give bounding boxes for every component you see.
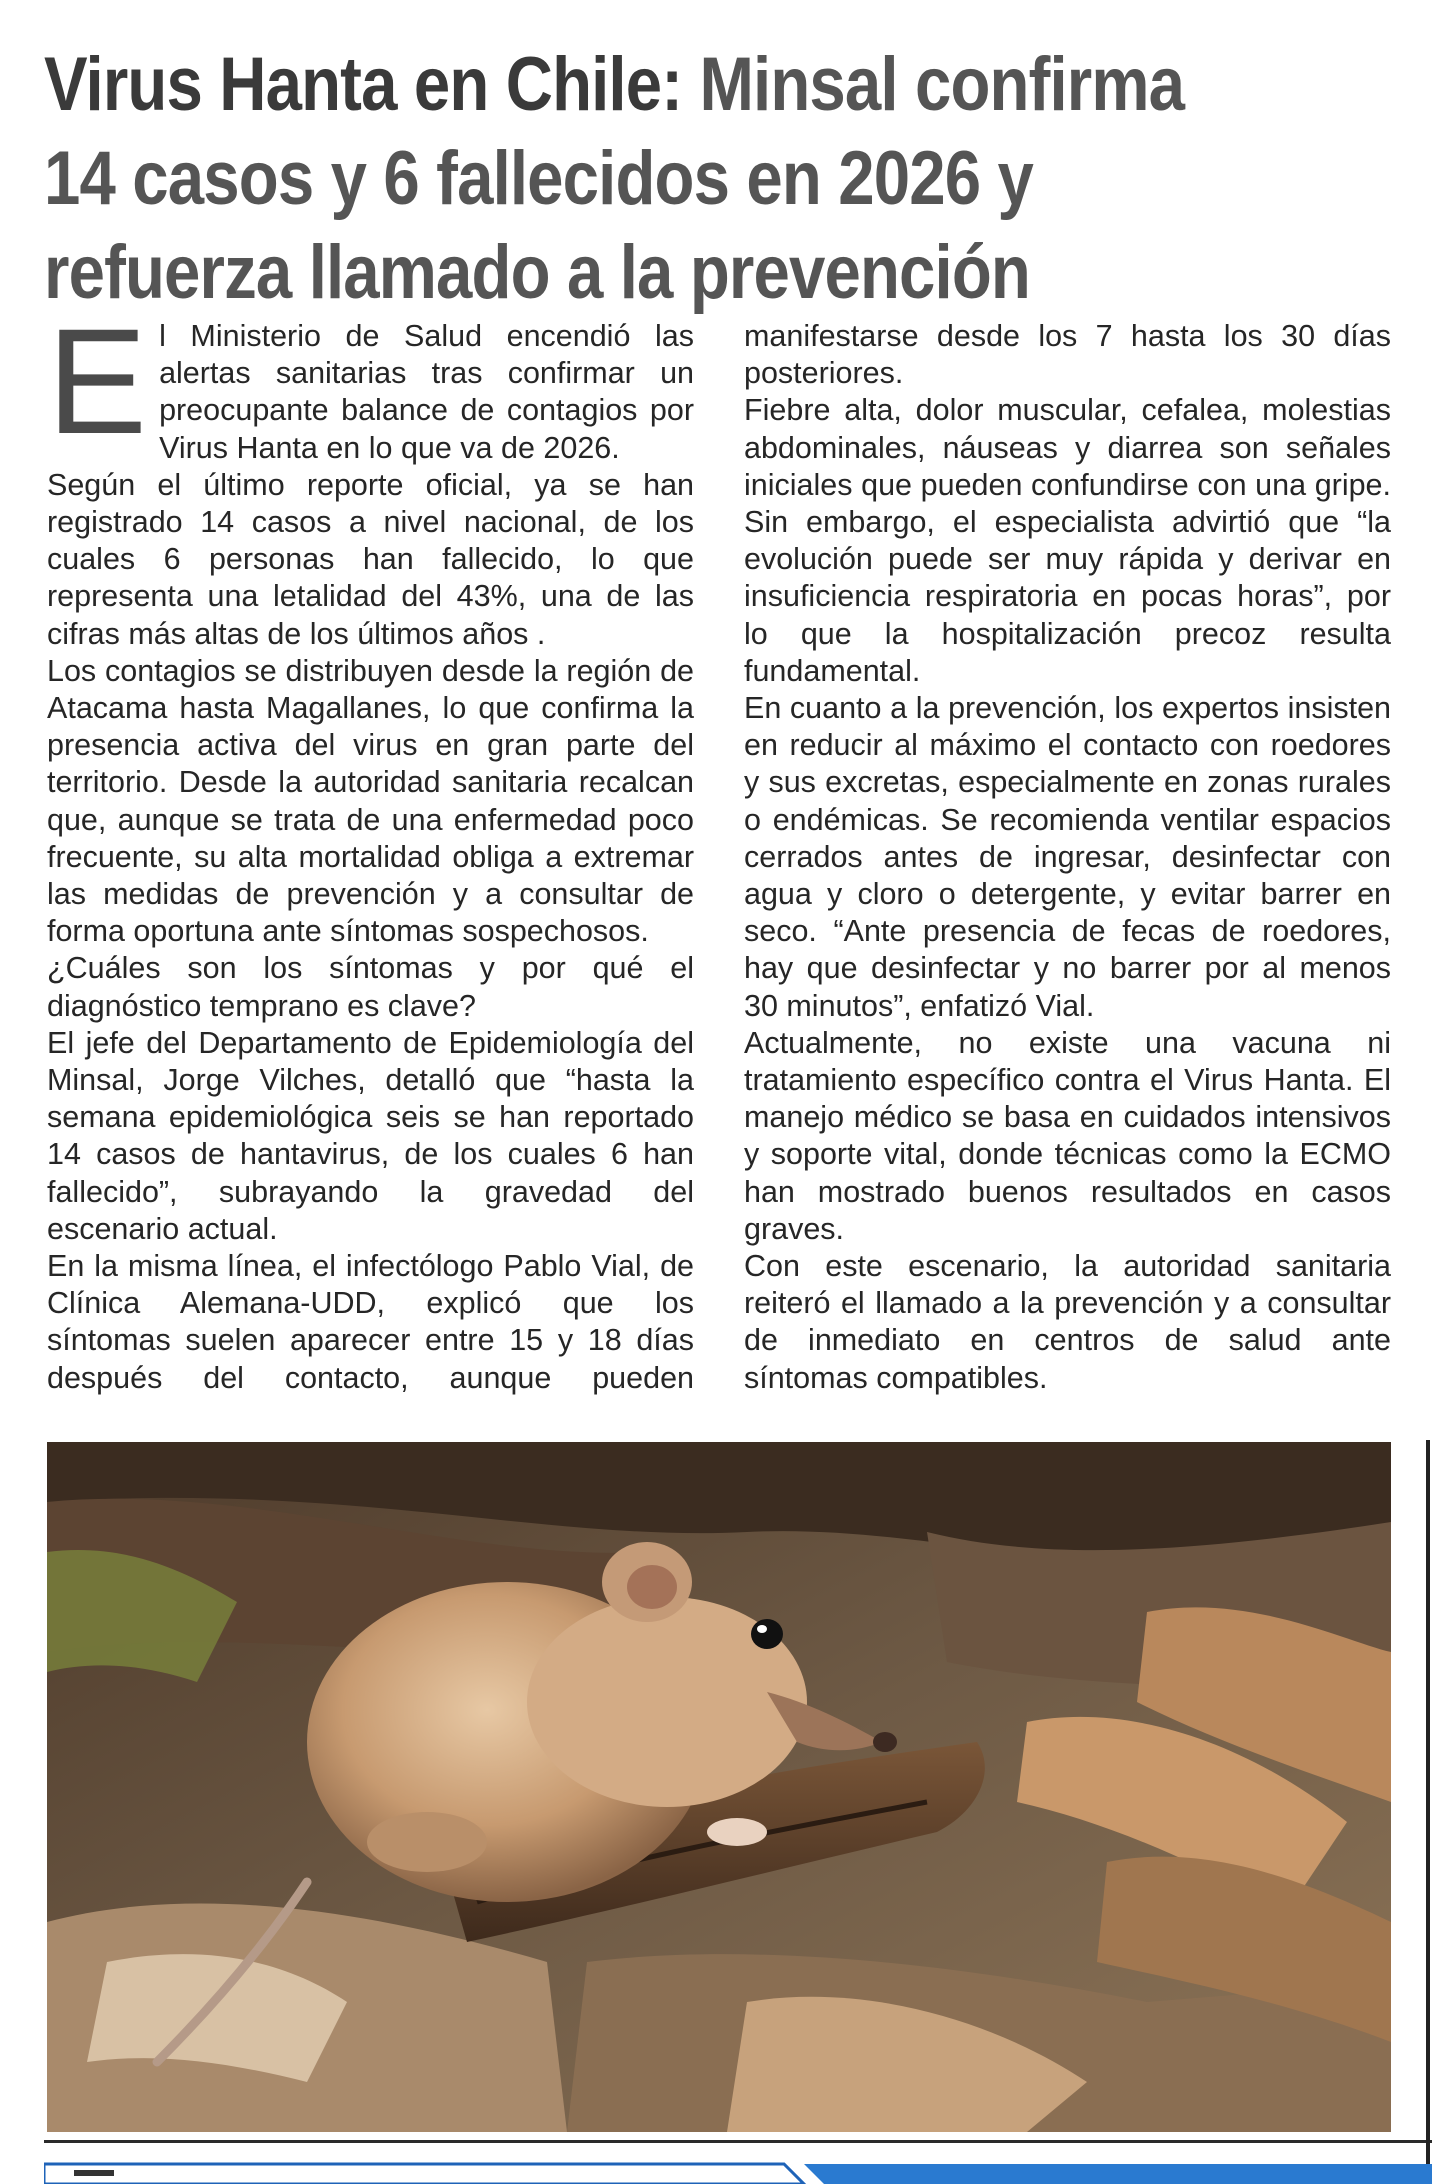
headline-lead: Virus Hanta en Chile: [44,42,683,127]
paragraph-prevention: En cuanto a la prevención, los expertos insisten en reducir al máximo el contacto con roedores y sus excretas, especialmente en zonas rurales o endémicas. Se recomienda ventilar espacios cerrados antes de ingresar, desinfectar con agua y cloro o detergente, y evitar barrer en seco. “Ante presencia de fecas de roedores, hay que desinfectar y no barrer por al menos 30 minutos”, enfatizó Vial. [744,691,1391,1023]
paragraph-vial: En la misma línea, el infectólogo Pablo Vial, de Clínica Alemana-UDD, explicó que los síntomas suelen aparecer entre 15 y 18 días después del contacto, aunque pueden manifestarse desde los 7 hasta los 30 días posteriores. [47,319,1391,1395]
paragraph-treatment: Actualmente, no existe una vacuna ni tratamiento específico contra el Virus Hanta. El manejo médico se basa en cuidados intensivos y soporte vital, donde técnicas como la ECMO han mostrado buenos resultados en casos graves. [744,1025,1391,1246]
drop-cap: E [47,297,148,465]
bottom-rule [44,2140,1432,2143]
article-body [47,297,1391,1426]
paragraph-intro-text: l Ministerio de Salud encendió las alertas sanitarias tras confirmar un preocupante balance de contagios por Virus Hanta en lo que va de 2026. [159,319,694,465]
paragraph-distribution: Los contagios se distribuyen desde la región de Atacama hasta Magallanes, lo que confirma la presencia activa del virus en gran parte del territorio. Desde la autoridad sanitaria recalcan que, aunque se trata de una enfermedad poco frecuente, su alta mortalidad obliga a extremar las medidas de prevención y a consultar de forma oportuna ante síntomas sospechosos. [47,653,694,949]
headline-rest: Minsal confirma 14 casos y 6 fallecidos en 2026 y refuerza llamado a la prevención [44,42,1185,315]
right-rule [1426,1440,1430,2184]
subheading-symptoms: ¿Cuáles son los síntomas y por qué el diagnóstico temprano es clave? [47,951,694,1023]
paragraph-vilches: El jefe del Departamento de Epidemiología del Minsal, Jorge Vilches, detalló que “hasta la semana epidemiológica seis se han reportado 14 casos de hantavirus, de los cuales 6 han fallecido”, subrayando la gravedad del escenario actual. [47,1025,694,1246]
paragraph-cases: Según el último reporte oficial, ya se han registrado 14 casos a nivel nacional, de los cuales 6 personas han fallecido, lo que representa una letalidad del 43%, una de las cifras más altas de los últimos años . [47,467,694,651]
paragraph-intro [47,297,694,467]
article-headline [44,38,1196,320]
rodent-photo-illustration [47,1442,1391,2132]
paragraph-closing: Con este escenario, la autoridad sanitaria reiteró el llamado a la prevención y a consultar de inmediato en centros de salud ante síntomas compatibles. [744,1249,1391,1395]
paragraph-symptoms: Fiebre alta, dolor muscular, cefalea, molestias abdominales, náuseas y diarrea son señales iniciales que pueden confundirse con una gripe. Sin embargo, el especialista advirtió que “la evolución puede ser muy rápida y derivar en insuficiencia respiratoria en pocas horas”, por lo que la hospitalización precoz resulta fundamental. [744,393,1391,688]
footer-strip [44,2158,1432,2184]
rodent-photo [47,1442,1391,2132]
